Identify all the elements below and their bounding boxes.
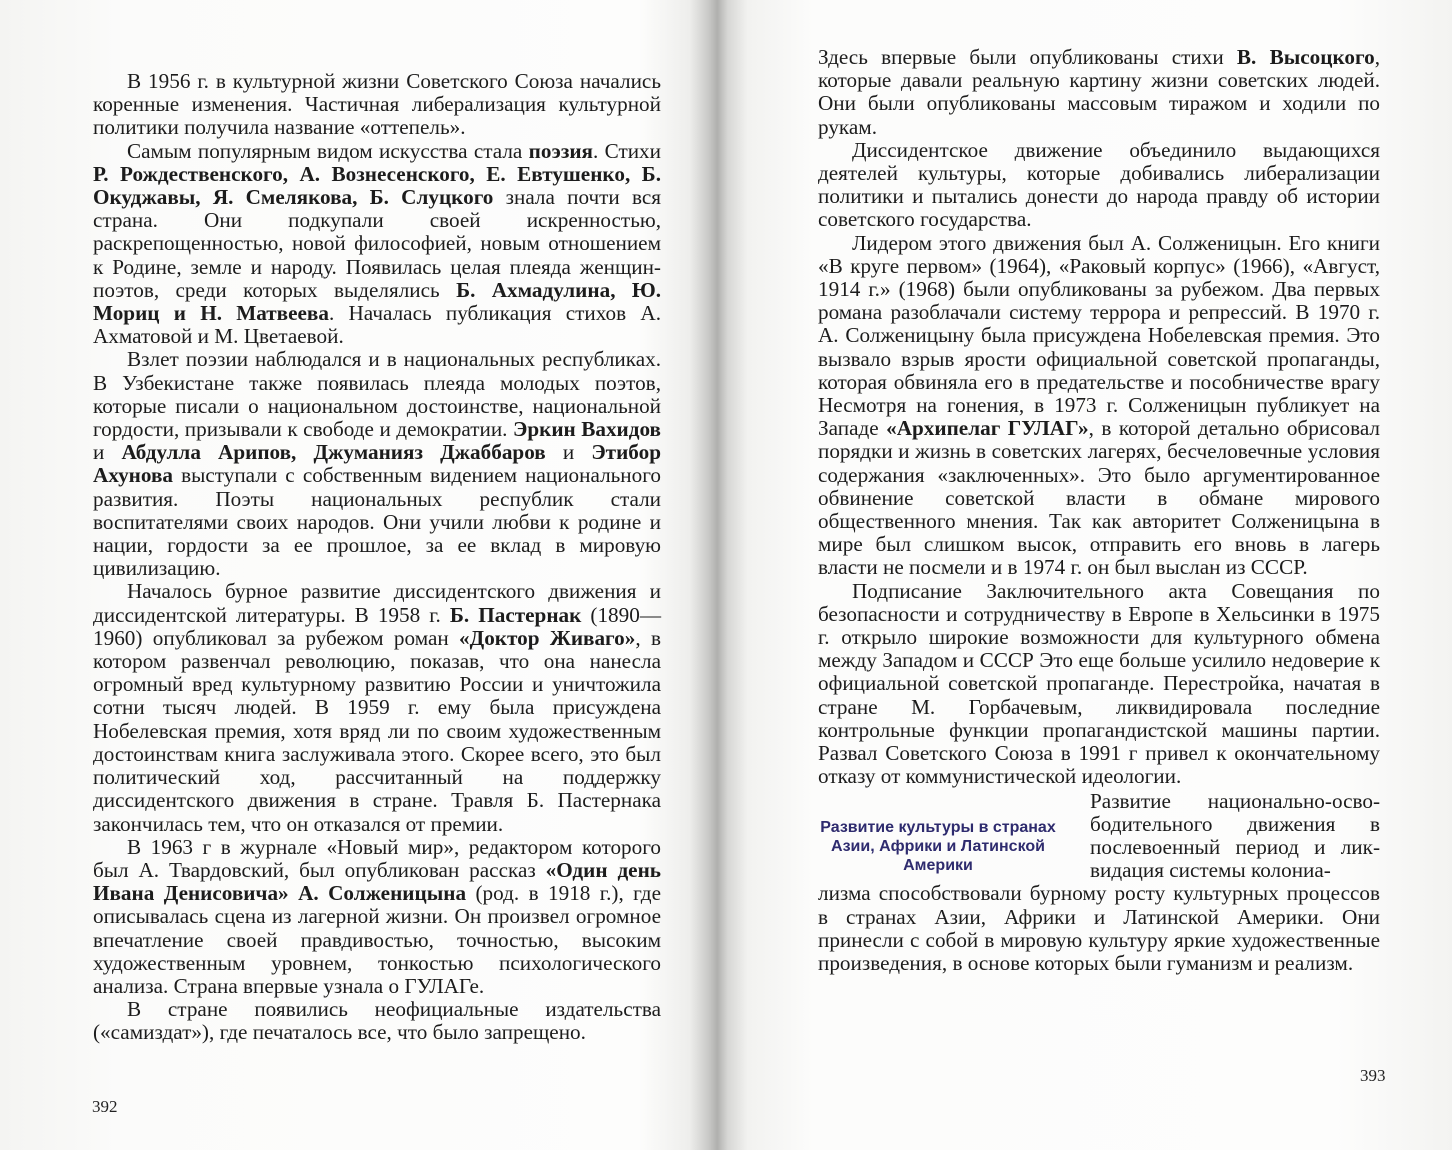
left-page: [93, 70, 661, 1045]
section-heading: Развитие культуры в странах Азии, Африки и Латинской Америки: [820, 818, 1056, 874]
paragraph: Здесь впервые были опубликованы стихи В. Высоцкого, которые давали реальную картину жизни советских людей. Они были опубликованы массовым тиражом и ходили по рукам.: [818, 45, 1380, 139]
bold-term: В. Высоцкого: [1236, 45, 1375, 69]
section-block: [818, 790, 1380, 883]
page-number-right: 393: [1360, 1066, 1386, 1085]
paragraph: В стране появились неофициальные издательства («самиздат»), где печаталось все, что было запрещено.: [93, 997, 661, 1045]
paragraph: Началось бурное развитие диссидентского движения и диссидентской литературы. В 1958 г. Б. Пастернак (1890—1960) опубликовал за рубежом роман «Доктор Живаго», в котором развенчал революцию, показав, что она нанесла огромный вред культурному развитию России и уничтожила сотни тысяч людей. В 1959 г. ему была присуждена Нобелевская премия, хотя вряд ли по своим художественным достоинствам книга заслуживала этого. Скорее всего, это был политический ход, рассчитанный на поддержку диссидентского движения в стране. Травля Б. Пастернака закончилась тем, что он отказался от премии.: [93, 579, 662, 836]
paragraph: Развитие национально-освободительного движения в послевоенный период и ликвидация системы колониа-: [1090, 788, 1380, 883]
bold-term: Абдулла Арипов, Джуманияз Джаббаров: [121, 440, 546, 465]
bold-term: «Архипелаг ГУЛАГ»: [886, 416, 1089, 441]
paragraph: Подписание Заключительного акта Совещания по безопасности и сотрудничеству в Европе в Хельсинки в 1975 г. открыло широкие возможности для культурного обмена между Западом и СССР Это еще больше усилило недоверие к официальной советской пропаганде. Перестройка, начатая в стране М. Горбачевым, ликвидировала последние контрольные функции пропагандистской машины партии. Развал Советского Союза в 1991 г привел к окончательному отказу от коммунистической идеологии.: [818, 578, 1380, 789]
bold-term: Этибор Ахунова: [93, 440, 661, 488]
right-page: [818, 46, 1380, 975]
bold-term: Эркин Вахидов: [512, 417, 661, 442]
paragraph: В 1963 г в журнале «Новый мир», редактором которого был А. Твардовский, был опубликован рассказ «Один день Ивана Денисовича» А. Солженицына (род. в 1918 г.), где описывалась сцена из лагерной жизни. Он произвел огромное впечатление своей правдивостью, точностью, высоким художественным уровнем, тонкостью психологического анализа. Страна впервые узнала о ГУЛАГе.: [93, 834, 661, 998]
page-number-left: 392: [92, 1097, 118, 1116]
paragraph: Лидером этого движения был А. Солженицын. Его книги «В круге первом» (1964), «Раковый корпус» (1966), «Август, 1914 г.» (1968) были опубликованы за рубежом. Два первых романа разоблачали систему террора и репрессий. В 1970 г. А. Солженицыну была присуждена Нобелевская премия. Это вызвало взрыв ярости официальной советской пропаганды, которая обвиняла его в предательстве и пособничестве врагу Несмотря на гонения, в 1973 г. Солженицын публикует на Западе «Архипелаг ГУЛАГ», в которой детально обрисовал порядки и жизнь в советских лагерях, бесчеловечные условия содержания «заключенных». Это было аргументированное обвинение советской власти в обмане мирового общественного мнения. Так как авторитет Солженицына в мире был слишком высок, отправить его вновь в лагерь власти не посмели и в 1974 г. он был выслан из СССР.: [818, 230, 1381, 580]
bold-term: Р. Рождественского, А. Вознесенского, Е. Евтушенко, Б. Окуджавы, Я. Смелякова, Б. Слуцкого: [93, 161, 661, 210]
bold-term: Б. Пастернак: [449, 602, 582, 627]
paragraph: Самым популярным видом искусства стала поэзия. Стихи Р. Рождественского, А. Вознесенского, Е. Евтушенко, Б. Окуджавы, Я. Смелякова, Б. Слуцкого знала почти вся страна. Они подкупали своей искренностью, раскрепощенностью, новой философией, новым отношением к Родине, земле и народу. Появилась целая плеяда женщин-поэтов, среди которых выделялись Б. Ахмадулина, Ю. Мориц и Н. Матвеева. Началась публикация стихов А. Ахматовой и М. Цветаевой.: [93, 138, 661, 349]
bold-term: Б. Ахмадулина, Ю. Мориц и Н. Матвеева: [93, 277, 661, 326]
paragraph: Диссидентское движение объединило выдающихся деятелей культуры, которые добивались либерализации политики и пытались донести до народа правду об истории советского государства.: [818, 137, 1380, 232]
paragraph: В 1956 г. в культурной жизни Советского Союза начались коренные изменения. Частичная либерализация культурной политики получила название «оттепель».: [93, 69, 661, 140]
bold-term: поэзия: [528, 138, 594, 163]
bold-term: «Один день Ивана Денисовича» А. Солженицына: [93, 857, 661, 906]
paragraph: Взлет поэзии наблюдался и в национальных республиках. В Узбекистане также появилась плеяда молодых поэтов, которые писали о национальном достоинстве, национальной гордости, призывали к свободе и демократии. Эркин Вахидов и Абдулла Арипов, Джуманияз Джаббаров и Этибор Ахунова выступали с собственным видением национального развития. Поэты национальных республик стали воспитателями своих народов. Они учили любви к родине и нации, гордости за ее прошлое, за ее вклад в мировую цивилизацию.: [93, 347, 661, 581]
paragraph: лизма способствовали бурному росту культурных процессов в странах Азии, Африки и Латинской Америки. Они принесли с собой в мировую культуру яркие художественные произведения, в основе которых были гуманизм и реализм.: [818, 881, 1380, 975]
bold-term: «Доктор Живаго»: [459, 625, 636, 650]
